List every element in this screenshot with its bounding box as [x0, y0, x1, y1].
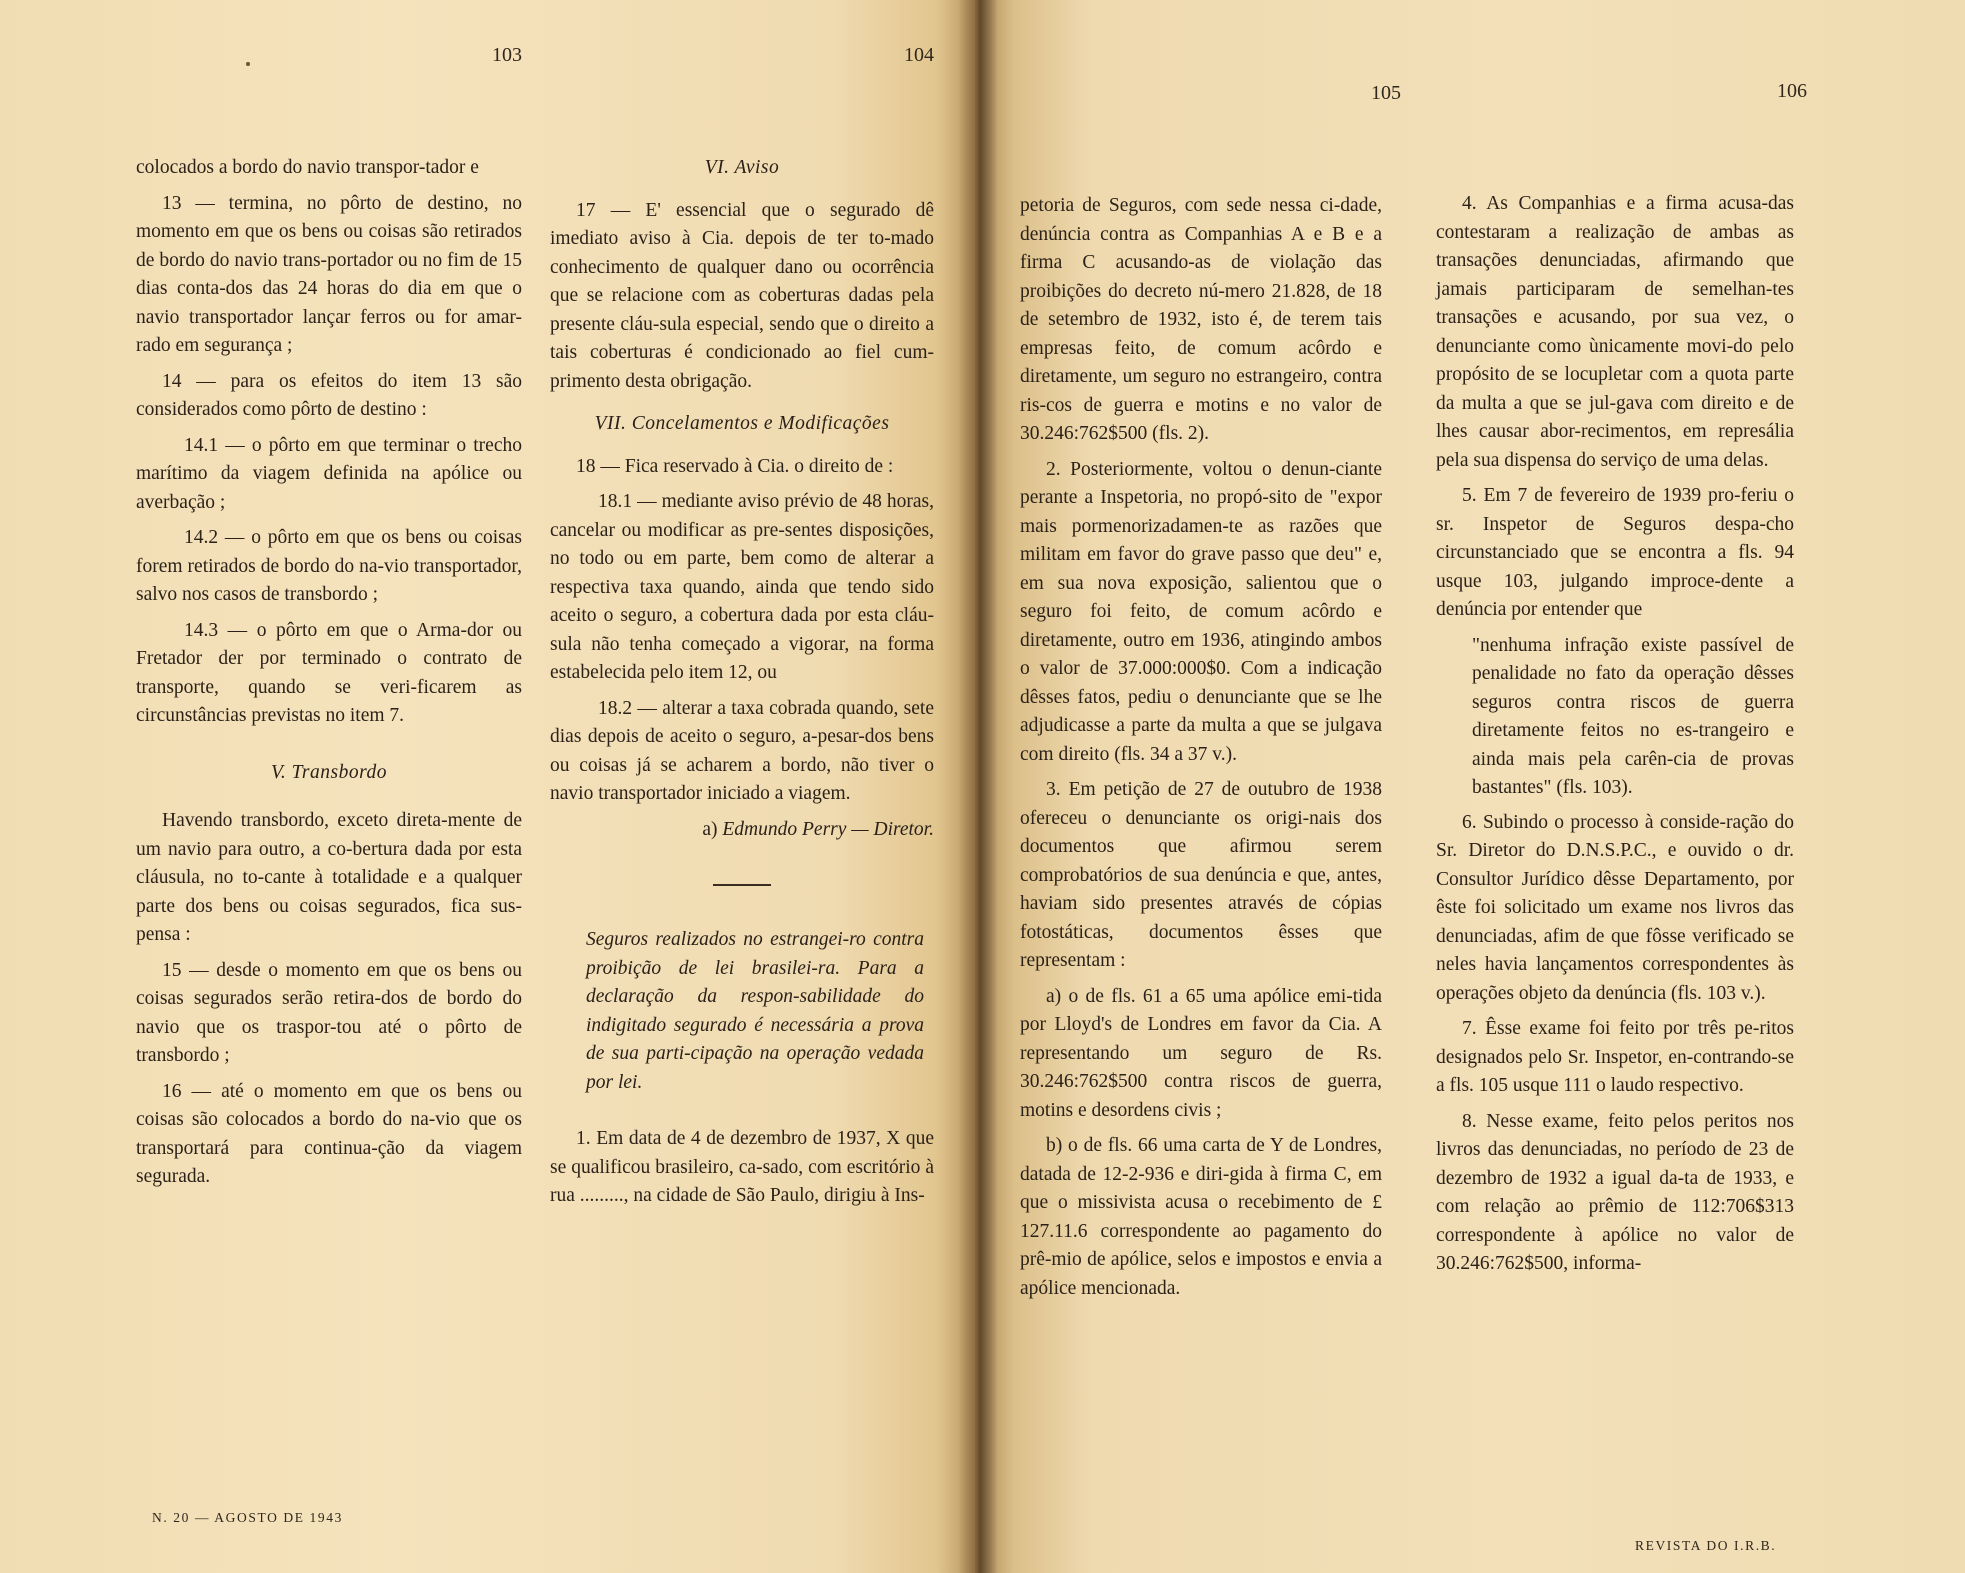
page-number-106: 106: [1777, 80, 1807, 102]
signature: [550, 816, 934, 845]
quotation: "nenhuma infração existe passível de penalidade no fato da operação dêsses seguros contra riscos de guerra diretamente feitos no es-trangeiro e ainda mais pela carên-cia de provas bastantes" (fls. 103).: [1472, 634, 1794, 798]
paragraph: 7. Êsse exame foi feito por três pe-ritos designados pelo Sr. Inspetor, en-contrando-se a fls. 105 usque 111 o laudo respectivo.: [1436, 1018, 1794, 1096]
footer-journal: REVISTA DO I.R.B.: [1635, 1538, 1777, 1553]
column-page-103: [136, 154, 522, 1199]
paragraph: Havendo transbordo, exceto direta-mente de um navio para outro, a co-bertura dada por esta cláusula, no to-cante à totalidade e a qualquer parte dos bens ou coisas segurados, fica sus-pensa :: [136, 810, 522, 945]
section-heading: VI. Aviso: [704, 157, 780, 178]
paragraph: 14.2 — o pôrto em que os bens ou coisas forem retirados de bordo do na-vio transportador, salvo nos casos de transbordo ;: [136, 527, 522, 605]
signature-prefix: a): [702, 818, 718, 840]
divider: [713, 884, 771, 886]
paragraph: 1. Em data de 4 de dezembro de 1937, X que se qualificou brasileiro, ca-sado, com escritório à rua ........., na cidade de São Paulo, dirigiu à Ins-: [550, 1128, 934, 1206]
page-number-104: 104: [904, 44, 934, 66]
column-page-106: [1436, 190, 1794, 1286]
paragraph: 6. Subindo o processo à conside-ração do Sr. Diretor do D.N.S.P.C., e ouvido o dr. Consultor Jurídico dêsse Departamento, por êste foi solicitado um exame nos livros das denunciadas, afim de que fôsse verificado se neles havia lançamentos correspondentes às operações objeto da denúncia (fls. 103 v.).: [1436, 811, 1794, 1004]
book-gutter: [958, 0, 998, 1573]
article-summary: Seguros realizados no estrangei-ro contra proibição de lei brasilei-ra. Para a declaração da respon-sabilidade do indigitado segurado é necessária a prova de sua parti-cipação na operação vedada por lei.: [586, 929, 924, 1093]
signature-name: Edmundo Perry — Diretor.: [722, 818, 934, 840]
right-page: [975, 0, 1965, 1573]
paragraph: 8. Nesse exame, feito pelos peritos nos livros das denunciadas, no período de 23 de dezembro de 1932 a igual da-ta de 1933, e com relação ao prêmio de 112:706$313 correspondente à apólice no valor de 30.246:762$500, informa-: [1436, 1110, 1794, 1274]
paragraph: 14.1 — o pôrto em que terminar o trecho marítimo da viagem definida na apólice ou averbação ;: [136, 434, 522, 513]
paragraph: 5. Em 7 de fevereiro de 1939 pro-feriu o sr. Inspetor de Seguros despa-cho circunstanciado que se encontra a fls. 94 usque 103, julgando improce-dente a denúncia por entender que: [1436, 485, 1794, 620]
page-number-105: 105: [1371, 82, 1401, 104]
paragraph: 18.2 — alterar a taxa cobrada quando, sete dias depois de aceito o seguro, a-pesar-dos bens ou coisas já se acharem a bordo, não tiver o navio transportador iniciado a viagem.: [550, 697, 934, 804]
paragraph: 14.3 — o pôrto em que o Arma-dor ou Fretador der por terminado o contrato de transporte, quando se veri-ficarem as circunstâncias previstas no item 7.: [136, 619, 522, 726]
left-page: [0, 0, 975, 1573]
section-heading: VII. Concelamentos e Modificações: [594, 413, 890, 434]
paragraph: 18 — Fica reservado à Cia. o direito de :: [576, 455, 894, 477]
column-page-105: [1020, 192, 1382, 1310]
section-heading: V. Transbordo: [271, 761, 387, 783]
paragraph: 13 — termina, no pôrto de destino, no momento em que os bens ou coisas são retirados de bordo do navio trans-portador ou no fim de 15 dias conta-dos das 24 horas do dia em que o navio transportador lançar ferros ou for amar-rado em segurança ;: [136, 192, 522, 356]
paragraph: 4. As Companhias e a firma acusa-das contestaram a realização de ambas as transações denunciadas, afirmando que jamais participaram de semelhan-tes transações e acusando, por sua vez, o denunciante como ùnicamente movi-do pelo propósito de se locupletar com a quota parte da multa a que se jul-gava com direito e de lhes causar abor-recimentos, em represália pela sua dispensa do serviço de uma delas.: [1436, 193, 1794, 471]
paragraph: 2. Posteriormente, voltou o denun-ciante perante a Inspetoria, no propó-sito de "expor mais pormenorizadamen-te as razões que militam em favor do grave passo que deu" e, em sua nova exposição, salientou que o seguro foi feito, de comum acôrdo e diretamente, outro em 1936, atingindo ambos o valor de 37.000:000$0. Com a indicação dêsses fatos, pediu o denunciante que se lhe adjudicasse a parte da multa a que se julgava com direito (fls. 34 a 37 v.).: [1020, 458, 1382, 765]
paragraph: a) o de fls. 61 a 65 uma apólice emi-tida por Lloyd's de Londres em favor da Cia. A representando um seguro de Rs. 30.246:762$500 contra riscos de guerra, motins e desordens civis ;: [1020, 985, 1382, 1121]
paragraph: petoria de Seguros, com sede nessa ci-dade, denúncia contra as Companhias A e B e a firma C acusando-as de violação das proibições do decreto nú-mero 21.828, de 18 de setembro de 1932, isto é, de terem tais empresas feito, de comum acôrdo e diretamente, um seguro no estrangeiro, contra ris-cos de guerra e motins e no valor de 30.246:762$500 (fls. 2).: [1020, 195, 1382, 444]
paragraph: 18.1 — mediante aviso prévio de 48 horas, cancelar ou modificar as pre-sentes disposições, no todo ou em parte, bem como de alterar a respectiva taxa quando, ainda que tendo sido aceito o seguro, a cobertura dada por esta cláu-sula não tenha começado a vigorar, na forma estabelecida pelo item 12, ou: [550, 491, 934, 683]
paragraph: 16 — até o momento em que os bens ou coisas são colocados a bordo do na-vio que os transportará para continua-ção da viagem segurada.: [136, 1080, 522, 1187]
speck: [246, 62, 250, 66]
paragraph: 17 — E' essencial que o segurado dê imediato aviso à Cia. depois de ter to-mado conhecimento de qualquer dano ou ocorrência que se relacione com as coberturas dadas pela presente cláu-sula especial, sendo que o direito a tais coberturas é condicionado ao fiel cum-primento desta obrigação.: [550, 199, 934, 392]
paragraph: 3. Em petição de 27 de outubro de 1938 ofereceu o denunciante os origi-nais dos documentos que afirmou serem comprobatórios de sua denúncia e que, antes, haviam sido presentes através de cópias fotostáticas, documentos êsses que representam :: [1020, 779, 1382, 971]
paragraph: 14 — para os efeitos do item 13 são considerados como pôrto de destino :: [136, 370, 522, 420]
column-page-104: [550, 154, 934, 1218]
paragraph: b) o de fls. 66 uma carta de Y de Londres, datada de 12-2-936 e diri-gida à firma C, em que o missivista acusa o recebimento de £ 127.11.6 correspondente ao pagamento do prê-mio de apólice, selos e impostos e envia a apólice mencionada.: [1020, 1135, 1382, 1299]
footer-issue: N. 20 — AGOSTO DE 1943: [152, 1510, 343, 1525]
paragraph: colocados a bordo do navio transpor-tador e: [136, 157, 479, 178]
paragraph: 15 — desde o momento em que os bens ou coisas segurados serão retira-dos de bordo do navio que os traspor-tou até o pôrto de transbordo ;: [136, 959, 522, 1066]
page-number-103: 103: [492, 44, 522, 66]
